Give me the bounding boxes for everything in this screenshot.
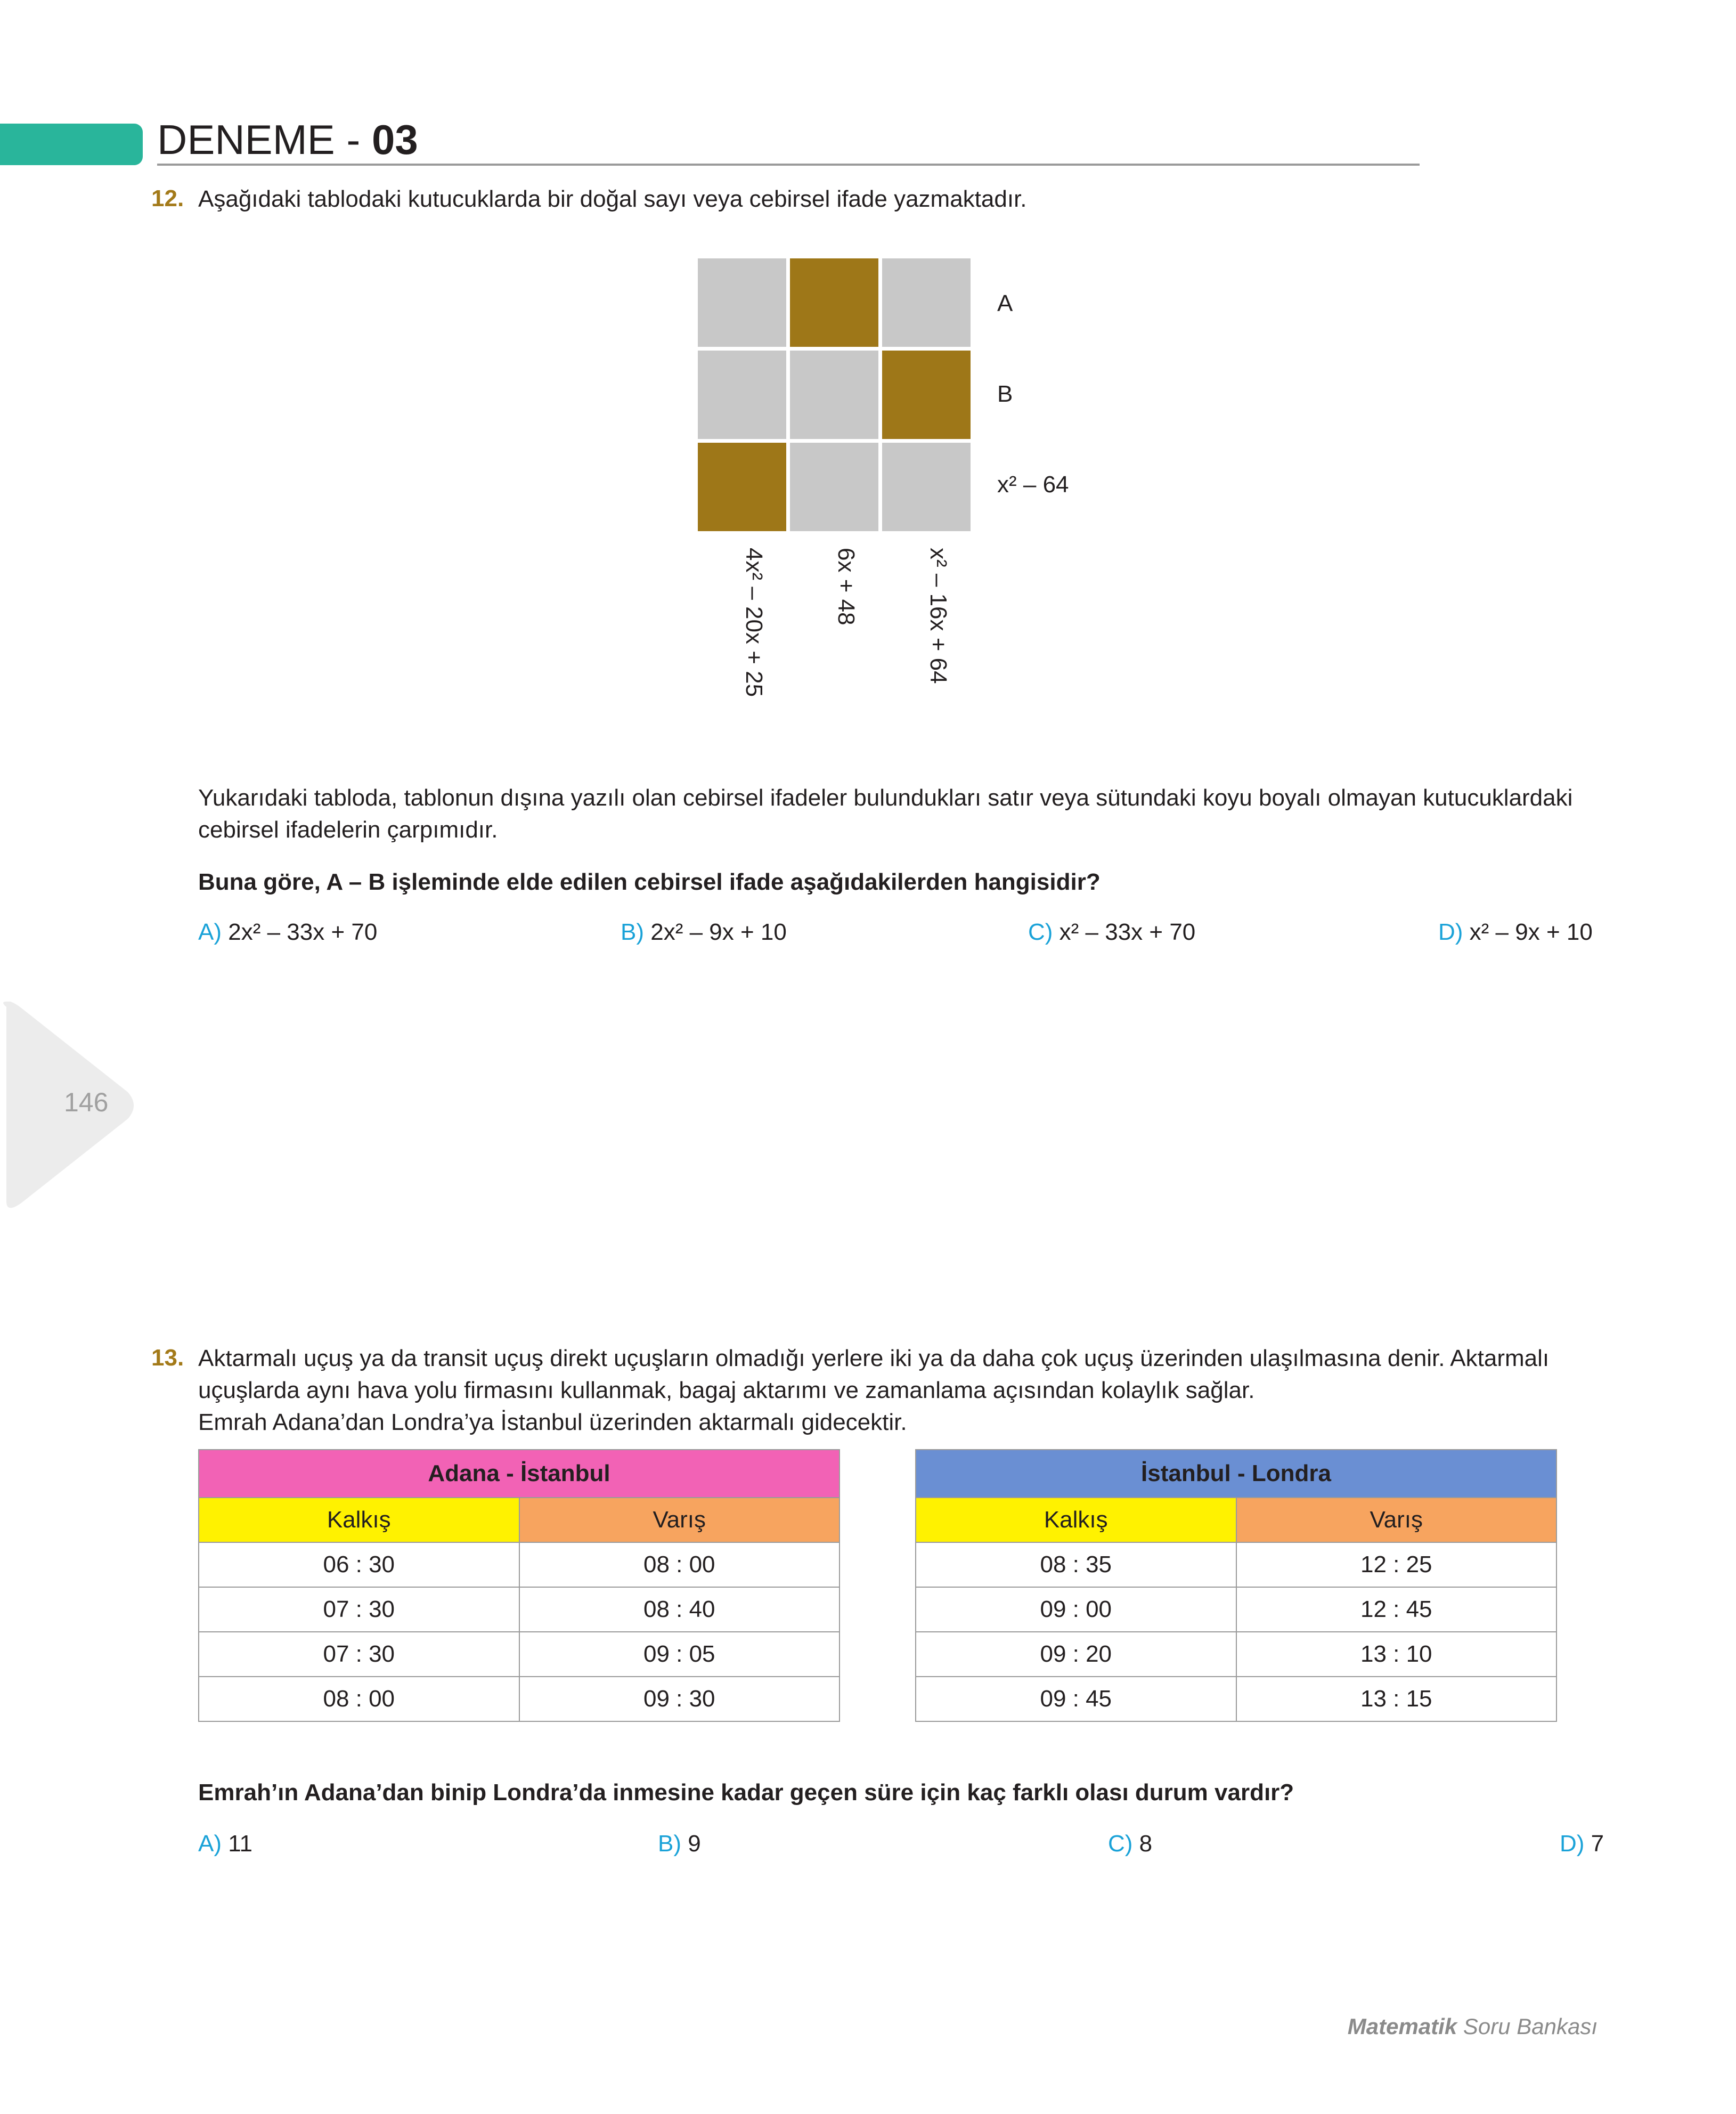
q12-option-a[interactable]: A) 2x² – 33x + 70: [198, 919, 378, 945]
table-cell: 12 : 45: [1236, 1587, 1557, 1632]
table-row: [199, 1587, 840, 1632]
question-12-intro: Aşağıdaki tablodaki kutucuklarda bir doğal sayı veya cebirsel ifade yazmaktadır.: [198, 186, 1027, 212]
column-header-arrival: Varış: [1236, 1498, 1557, 1542]
grid-cell-shaded: [698, 443, 786, 531]
q12-option-b[interactable]: B) 2x² – 9x + 10: [621, 919, 787, 945]
question-12-number: 12.: [151, 185, 184, 212]
table-cell: 06 : 30: [199, 1542, 519, 1587]
column-header-departure: Kalkış: [916, 1498, 1236, 1542]
page-number: 146: [64, 1087, 109, 1117]
grid-cell: [882, 258, 971, 347]
grid-cell: [790, 443, 878, 531]
header-accent-bar: [0, 124, 143, 165]
grid-cell: [882, 443, 971, 531]
table-title: İstanbul - Londra: [916, 1450, 1556, 1498]
q13-option-c[interactable]: C) 8: [1108, 1831, 1153, 1857]
table-cell: 12 : 25: [1236, 1542, 1557, 1587]
question-13-context: Emrah Adana’dan Londra’ya İstanbul üzerinden aktarmalı gidecektir.: [198, 1409, 907, 1435]
q13-option-d[interactable]: D) 7: [1560, 1831, 1604, 1857]
table-row: [916, 1677, 1556, 1721]
footer-book-title: Matematik Soru Bankası: [1347, 2014, 1598, 2039]
q12-option-c[interactable]: C) x² – 33x + 70: [1028, 919, 1196, 945]
column-header-departure: Kalkış: [199, 1498, 519, 1542]
column-label-3: x² – 16x + 64: [925, 548, 951, 684]
column-header-arrival: Varış: [519, 1498, 840, 1542]
table-cell: 08 : 00: [519, 1542, 840, 1587]
question-13-intro: Aktarmalı uçuş ya da transit uçuş direkt uçuşların olmadığı yerlere iki ya da daha çok uçuş üzerinden ulaşılmasına denir. Aktarmalı uçuşlarda aynı hava yolu firmasını kullanmak, bagaj aktarımı ve zamanlama açısından kolaylık sağlar.: [198, 1345, 1550, 1403]
table-cell: 09 : 30: [519, 1677, 840, 1721]
question-13-number: 13.: [151, 1345, 184, 1371]
table-cell: 13 : 10: [1236, 1632, 1557, 1677]
table-row: [199, 1677, 840, 1721]
grid-cell: [698, 351, 786, 439]
table-cell: 07 : 30: [199, 1632, 519, 1677]
table-cell: 07 : 30: [199, 1587, 519, 1632]
expression-grid: [698, 258, 975, 535]
table-cell: 09 : 05: [519, 1632, 840, 1677]
table-row: [916, 1632, 1556, 1677]
table-cell: 09 : 00: [916, 1587, 1236, 1632]
q12-option-d[interactable]: D) x² – 9x + 10: [1438, 919, 1593, 945]
row-label-a: A: [997, 290, 1013, 316]
table-cell: 08 : 00: [199, 1677, 519, 1721]
grid-cell-shaded: [790, 258, 878, 347]
table-row: [916, 1587, 1556, 1632]
column-label-2: 6x + 48: [833, 548, 859, 625]
q13-option-a[interactable]: A) 11: [198, 1831, 252, 1857]
table-cell: 08 : 40: [519, 1587, 840, 1632]
row-label-c: x² – 64: [997, 471, 1069, 498]
question-12-stem: Buna göre, A – B işleminde elde edilen cebirsel ifade aşağıdakilerden hangisidir?: [198, 869, 1101, 895]
grid-cell-shaded: [882, 351, 971, 439]
column-label-1: 4x² – 20x + 25: [741, 548, 767, 697]
header-rule: [157, 164, 1420, 166]
table-cell: 13 : 15: [1236, 1677, 1557, 1721]
flight-table-istanbul-londra: [915, 1449, 1557, 1722]
question-13-stem: Emrah’ın Adana’dan binip Londra’da inmesine kadar geçen süre için kaç farklı olası durum vardır?: [198, 1779, 1294, 1806]
table-title: Adana - İstanbul: [199, 1450, 840, 1498]
table-cell: 09 : 20: [916, 1632, 1236, 1677]
grid-cell: [790, 351, 878, 439]
row-label-b: B: [997, 381, 1013, 407]
table-cell: 09 : 45: [916, 1677, 1236, 1721]
table-cell: 08 : 35: [916, 1542, 1236, 1587]
flight-table-adana-istanbul: [198, 1449, 840, 1722]
table-row: [199, 1542, 840, 1587]
table-row: [916, 1542, 1556, 1587]
q13-option-b[interactable]: B) 9: [658, 1831, 701, 1857]
table-row: [199, 1632, 840, 1677]
page-title: DENEME - 03: [157, 116, 418, 163]
question-12-explanation: Yukarıdaki tabloda, tablonun dışına yazılı olan cebirsel ifadeler bulundukları satır veya sütundaki koyu boyalı olmayan kutucuklardaki cebirsel ifadelerin çarpımıdır.: [198, 785, 1573, 843]
grid-cell: [698, 258, 786, 347]
